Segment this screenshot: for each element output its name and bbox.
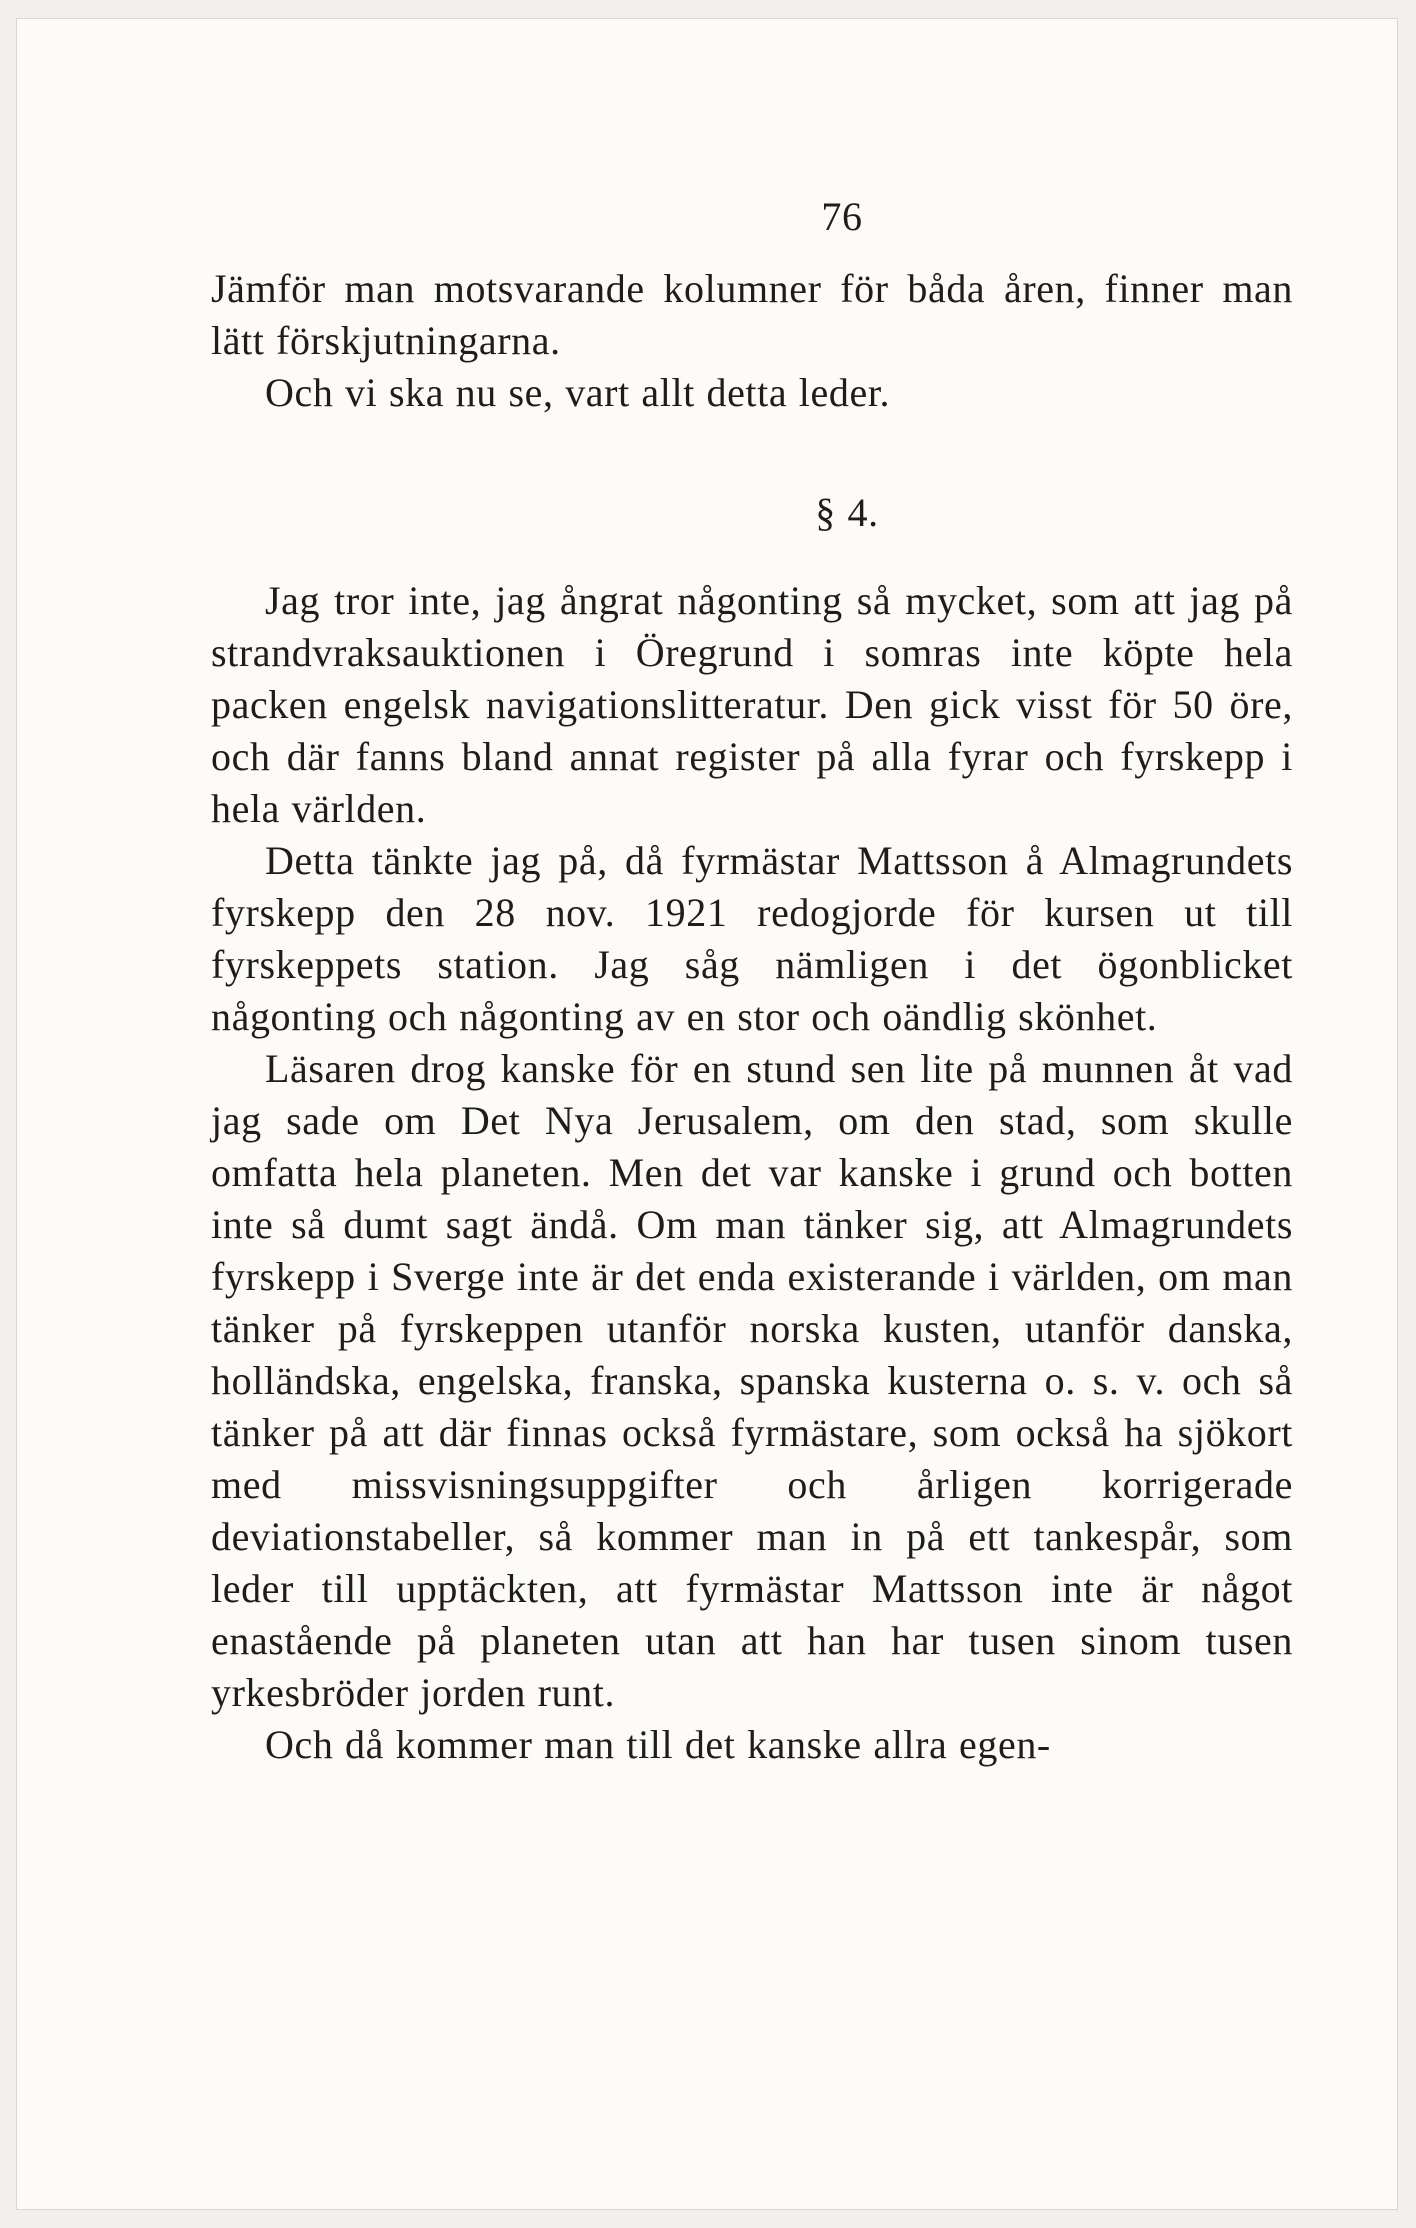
section-heading: § 4. — [815, 490, 879, 535]
paragraph-lead-in: Och vi ska nu se, vart allt detta leder. — [265, 370, 891, 415]
page-number: 76 — [821, 194, 863, 239]
paragraph-new-jerusalem: Läsaren drog kanske för en stund sen lite på munnen åt vad jag sade om Det Nya Jerusalem, om den stad, som skulle omfatta hela planeten. Men det var kanske i grund och botten inte så dumt sagt ändå. Om man tänker sig, att Almagrundets fyrskepp i Sverge inte är det enda existerande i världen, om man tänker på fyrskeppen utanför norska kusten, utanför danska, holländska, engelska, franska, spanska kusterna o. s. v. och så tänker på att där finnas också fyrmästare, som också ha sjökort med missvisningsuppgifter och årligen korrigerade deviationstabeller, så kommer man in på ett tankespår, som leder till upptäckten, att fyrmästar Mattsson inte är något enastående på planeten utan att han har tusen sinom tusen yrkesbröder jorden runt. — [211, 1046, 1293, 1715]
text-block — [211, 191, 1293, 1771]
paragraph-comparison: Jämför man motsvarande kolumner för båda åren, finner man lätt förskjutningarna. — [211, 266, 1293, 363]
paragraph-lightship: Detta tänkte jag på, då fyrmästar Mattsson å Almagrundets fyrskepp den 28 nov. 1921 redogjorde för kursen ut till fyrskeppets station. Jag såg nämligen i det ögonblicket någonting och någonting av en stor och oändlig skönhet. — [211, 838, 1293, 1039]
book-page — [16, 18, 1398, 2210]
paragraph-continuation: Och då kommer man till det kanske allra egen- — [265, 1722, 1051, 1767]
paragraph-auction: Jag tror inte, jag ångrat någonting så mycket, som att jag på strandvraksauktionen i Öregrund i somras inte köpte hela packen engelsk navigationslitteratur. Den gick visst för 50 öre, och där fanns bland annat register på alla fyrar och fyrskepp i hela världen. — [211, 578, 1293, 831]
